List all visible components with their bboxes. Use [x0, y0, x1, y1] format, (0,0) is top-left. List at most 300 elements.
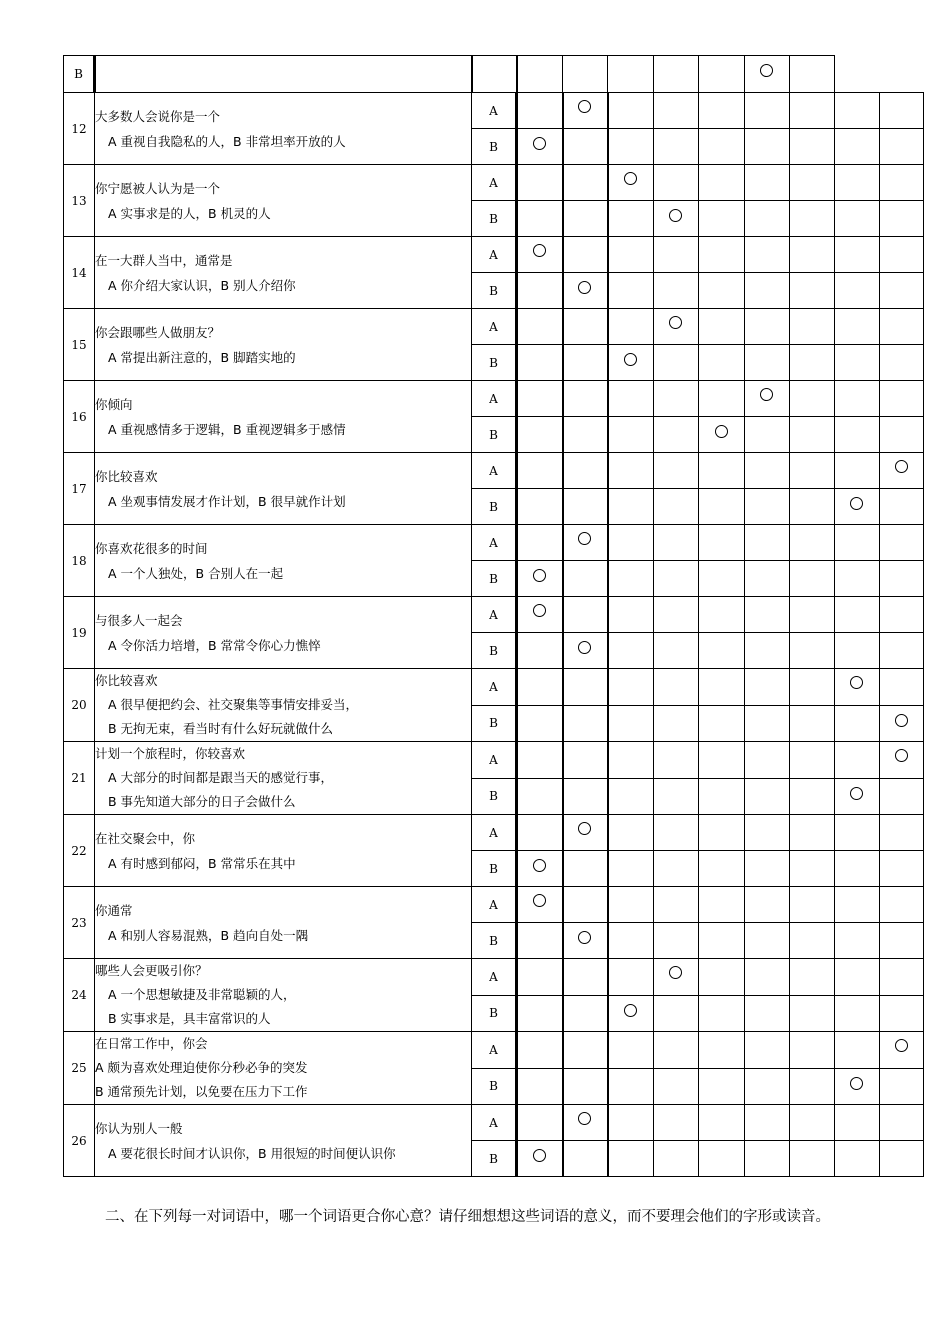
scoring-cell — [835, 93, 880, 129]
scoring-cell — [563, 851, 608, 887]
scoring-cell — [745, 815, 790, 851]
scoring-cell — [835, 778, 880, 815]
scoring-cell — [880, 923, 924, 959]
scoring-cell — [608, 1141, 654, 1177]
option-label-b: B — [472, 633, 517, 669]
scoring-cell — [790, 1032, 835, 1069]
scoring-cell — [517, 56, 563, 93]
question-text — [95, 453, 472, 525]
scoring-cell — [835, 273, 880, 309]
scoring-cell — [608, 273, 654, 309]
scoring-cell — [745, 851, 790, 887]
scoring-cell — [790, 1105, 835, 1141]
scoring-cell — [699, 309, 745, 345]
scoring-cell — [699, 1032, 745, 1069]
scoring-cell — [517, 669, 563, 706]
question-row-a — [64, 669, 924, 706]
scoring-cell — [517, 815, 563, 851]
instruction-paragraph: 二、在下列每一对词语中，哪一个词语更合你心意？请仔细想想这些词语的意义，而不要理会他们的字形或读音。 — [105, 1209, 830, 1225]
question-row-a — [64, 453, 924, 489]
option-label-a: A — [472, 815, 517, 851]
circle-mark — [715, 425, 728, 438]
circle-mark — [624, 353, 637, 366]
scoring-cell — [699, 345, 745, 381]
circle-mark — [533, 859, 546, 872]
scoring-cell — [835, 561, 880, 597]
scoring-cell — [745, 923, 790, 959]
scoring-cell — [699, 165, 745, 201]
question-row-a — [64, 381, 924, 417]
scoring-cell — [608, 56, 654, 93]
circle-mark — [669, 316, 682, 329]
scoring-cell — [563, 237, 608, 273]
answer-options: B 无拘无束，看当时有什么好玩就做什么 — [108, 721, 334, 736]
scoring-cell — [745, 887, 790, 923]
scoring-cell — [563, 995, 608, 1032]
question-prompt: 在一大群人当中，通常是 — [95, 252, 233, 268]
scoring-cell — [608, 778, 654, 815]
scoring-cell — [745, 309, 790, 345]
scoring-cell — [880, 309, 924, 345]
circle-mark — [895, 460, 908, 473]
scoring-cell — [745, 489, 790, 525]
scoring-cell — [699, 1105, 745, 1141]
scoring-cell — [880, 201, 924, 237]
scoring-cell — [608, 887, 654, 923]
scoring-cell — [745, 381, 790, 417]
scoring-cell — [880, 525, 924, 561]
scoring-cell — [745, 597, 790, 633]
scoring-cell — [745, 345, 790, 381]
scoring-cell — [880, 381, 924, 417]
question-text — [95, 1105, 472, 1177]
circle-mark — [850, 676, 863, 689]
scoring-cell — [790, 887, 835, 923]
question-row-a — [64, 525, 924, 561]
scoring-cell — [699, 1141, 745, 1177]
scoring-cell — [608, 309, 654, 345]
scoring-cell — [563, 1141, 608, 1177]
scoring-cell — [745, 669, 790, 706]
scoring-cell — [563, 309, 608, 345]
question-number: 15 — [64, 309, 95, 381]
option-label-b: B — [472, 995, 517, 1032]
scoring-cell — [790, 56, 835, 93]
scoring-cell — [790, 1068, 835, 1105]
scoring-cell — [654, 1032, 699, 1069]
scoring-cell — [654, 923, 699, 959]
scoring-cell — [608, 489, 654, 525]
scoring-cell — [745, 633, 790, 669]
scoring-cell — [563, 1105, 608, 1141]
scoring-cell — [608, 561, 654, 597]
question-number: 13 — [64, 165, 95, 237]
scoring-cell — [517, 93, 563, 129]
question-prompt: 你通常 — [95, 902, 133, 918]
answer-options: A 有时感到郁闷，B 常常乐在其中 — [108, 855, 296, 871]
scoring-cell — [517, 453, 563, 489]
question-row-a — [64, 1105, 924, 1141]
scoring-cell — [517, 923, 563, 959]
answer-options: A 你介绍大家认识，B 别人介绍你 — [108, 277, 296, 293]
scoring-cell — [608, 165, 654, 201]
option-label-a: A — [472, 309, 517, 345]
scoring-cell — [517, 129, 563, 165]
scoring-cell — [790, 489, 835, 525]
option-label-a: A — [472, 1105, 517, 1141]
scoring-cell — [699, 273, 745, 309]
option-label-a: A — [472, 1032, 517, 1069]
option-label-a: A — [472, 165, 517, 201]
scoring-cell — [608, 93, 654, 129]
scoring-cell — [654, 597, 699, 633]
scoring-cell — [654, 489, 699, 525]
question-number: 18 — [64, 525, 95, 597]
scoring-cell — [563, 669, 608, 706]
scoring-cell — [699, 887, 745, 923]
question-number: 22 — [64, 815, 95, 887]
scoring-cell — [790, 633, 835, 669]
question-text — [95, 742, 472, 815]
scoring-cell — [880, 237, 924, 273]
scoring-cell — [790, 778, 835, 815]
scoring-cell — [835, 453, 880, 489]
scoring-cell — [563, 129, 608, 165]
scoring-cell — [699, 705, 745, 742]
scoring-cell — [745, 237, 790, 273]
scoring-cell — [835, 815, 880, 851]
scoring-cell — [654, 1105, 699, 1141]
option-label-b: B — [472, 778, 517, 815]
scoring-cell — [699, 778, 745, 815]
scoring-cell — [654, 959, 699, 996]
question-number: 14 — [64, 237, 95, 309]
question-number: 17 — [64, 453, 95, 525]
scoring-cell — [699, 815, 745, 851]
scoring-cell — [563, 453, 608, 489]
circle-mark — [669, 966, 682, 979]
scoring-cell — [880, 742, 924, 779]
scoring-cell — [880, 129, 924, 165]
scoring-cell — [745, 705, 790, 742]
scoring-cell — [790, 525, 835, 561]
scoring-cell — [790, 742, 835, 779]
option-label-b: B — [472, 129, 517, 165]
option-label-b: B — [472, 417, 517, 453]
answer-options: A 颇为喜欢处理迫使你分秒必争的突发 — [95, 1060, 308, 1075]
scoring-cell — [654, 417, 699, 453]
scoring-cell — [608, 129, 654, 165]
question-number: 12 — [64, 93, 95, 165]
scoring-cell — [835, 633, 880, 669]
scoring-cell — [563, 93, 608, 129]
answer-options: B 实事求是，具丰富常识的人 — [108, 1011, 271, 1026]
scoring-cell — [880, 165, 924, 201]
scoring-cell — [835, 995, 880, 1032]
scoring-cell — [517, 1105, 563, 1141]
questionnaire-table — [63, 55, 924, 1177]
answer-options: A 令你活力培增，B 常常令你心力憔悴 — [108, 637, 321, 653]
scoring-cell — [517, 237, 563, 273]
scoring-cell — [563, 417, 608, 453]
scoring-cell — [608, 453, 654, 489]
scoring-cell — [790, 93, 835, 129]
scoring-cell — [790, 129, 835, 165]
option-label-a: A — [472, 742, 517, 779]
scoring-cell — [608, 1105, 654, 1141]
scoring-cell — [835, 525, 880, 561]
scoring-cell — [654, 851, 699, 887]
scoring-cell — [790, 1141, 835, 1177]
scoring-cell — [517, 417, 563, 453]
scoring-cell — [790, 959, 835, 996]
scoring-cell — [790, 597, 835, 633]
circle-mark — [669, 209, 682, 222]
circle-mark — [578, 281, 591, 294]
option-label-b: B — [472, 1141, 517, 1177]
scoring-cell — [608, 597, 654, 633]
scoring-cell — [517, 381, 563, 417]
scoring-cell — [880, 887, 924, 923]
scoring-cell — [517, 561, 563, 597]
scoring-cell — [608, 815, 654, 851]
question-text — [95, 381, 472, 453]
scoring-cell — [699, 597, 745, 633]
scoring-cell — [745, 1141, 790, 1177]
scoring-cell — [880, 705, 924, 742]
question-prompt: 大多数人会说你是一个 — [95, 108, 221, 124]
section-two-instructions — [63, 1202, 883, 1232]
scoring-cell — [790, 453, 835, 489]
circle-mark — [533, 569, 546, 582]
question-row-a — [64, 597, 924, 633]
scoring-cell — [608, 525, 654, 561]
scoring-cell — [699, 489, 745, 525]
option-label-b: B — [472, 851, 517, 887]
option-label-b: B — [472, 201, 517, 237]
scoring-cell — [563, 923, 608, 959]
scoring-cell — [517, 165, 563, 201]
circle-mark — [578, 931, 591, 944]
circle-mark — [850, 1077, 863, 1090]
question-prompt: 与很多人一起会 — [95, 612, 183, 628]
scoring-cell — [880, 1032, 924, 1069]
scoring-cell — [563, 778, 608, 815]
scoring-cell — [790, 417, 835, 453]
circle-mark — [578, 822, 591, 835]
question-number: 24 — [64, 959, 95, 1032]
scoring-cell — [745, 995, 790, 1032]
scoring-cell — [563, 273, 608, 309]
scoring-cell — [472, 56, 517, 93]
scoring-cell — [699, 453, 745, 489]
scoring-cell — [654, 453, 699, 489]
scoring-cell — [608, 959, 654, 996]
scoring-cell — [880, 93, 924, 129]
answer-options: A 坐观事情发展才作计划，B 很早就作计划 — [108, 493, 346, 509]
scoring-cell — [517, 633, 563, 669]
question-prompt: 你宁愿被人认为是一个 — [95, 180, 221, 196]
scoring-cell — [880, 778, 924, 815]
question-text — [95, 887, 472, 959]
scoring-cell — [654, 56, 699, 93]
scoring-cell — [563, 381, 608, 417]
scoring-cell — [654, 165, 699, 201]
scoring-cell — [654, 129, 699, 165]
question-row-a — [64, 237, 924, 273]
scoring-cell — [835, 1105, 880, 1141]
scoring-cell — [654, 815, 699, 851]
scoring-cell — [699, 129, 745, 165]
answer-options: A 要花很长时间才认识你，B 用很短的时间便认识你 — [108, 1145, 396, 1161]
scoring-cell — [745, 56, 790, 93]
question-row-a — [64, 93, 924, 129]
scoring-cell — [517, 959, 563, 996]
circle-mark — [624, 1004, 637, 1017]
scoring-cell — [654, 381, 699, 417]
scoring-cell — [517, 995, 563, 1032]
scoring-cell — [608, 381, 654, 417]
scoring-cell — [880, 851, 924, 887]
scoring-cell — [517, 525, 563, 561]
question-prompt: 哪些人会更吸引你？ — [95, 963, 208, 978]
option-label-b: B — [472, 489, 517, 525]
circle-mark — [578, 1112, 591, 1125]
scoring-cell — [880, 633, 924, 669]
circle-mark — [760, 388, 773, 401]
scoring-cell — [608, 1068, 654, 1105]
scoring-cell — [835, 742, 880, 779]
question-row-a — [64, 1032, 924, 1069]
option-label-a: A — [472, 597, 517, 633]
answer-options: A 常提出新注意的，B 脚踏实地的 — [108, 349, 296, 365]
scoring-cell — [790, 851, 835, 887]
question-row-a — [64, 309, 924, 345]
scoring-cell — [654, 1068, 699, 1105]
scoring-cell — [517, 851, 563, 887]
scoring-cell — [517, 273, 563, 309]
answer-options: A 一个人独处，B 合别人在一起 — [108, 565, 284, 581]
answer-options: A 重视感情多于逻辑，B 重视逻辑多于感情 — [108, 421, 346, 437]
scoring-cell — [517, 887, 563, 923]
question-number: 26 — [64, 1105, 95, 1177]
scoring-cell — [608, 1032, 654, 1069]
circle-mark — [533, 244, 546, 257]
scoring-cell — [745, 453, 790, 489]
option-label-b: B — [472, 705, 517, 742]
scoring-cell — [517, 1068, 563, 1105]
circle-mark — [578, 641, 591, 654]
scoring-cell — [517, 705, 563, 742]
scoring-cell — [563, 633, 608, 669]
question-text — [95, 1032, 472, 1105]
scoring-cell — [654, 669, 699, 706]
scoring-cell — [790, 815, 835, 851]
scoring-cell — [563, 345, 608, 381]
scoring-cell — [745, 959, 790, 996]
scoring-cell — [608, 417, 654, 453]
scoring-cell — [880, 273, 924, 309]
scoring-cell — [835, 851, 880, 887]
question-row-a — [64, 959, 924, 996]
scoring-cell — [563, 165, 608, 201]
scoring-cell — [835, 165, 880, 201]
scoring-cell — [790, 995, 835, 1032]
scoring-cell — [745, 778, 790, 815]
option-label-a: A — [472, 237, 517, 273]
scoring-cell — [699, 417, 745, 453]
circle-mark — [850, 787, 863, 800]
circle-mark — [760, 64, 773, 77]
scoring-cell — [563, 561, 608, 597]
question-text — [95, 597, 472, 669]
answer-options: B 通常预先计划，以免要在压力下工作 — [95, 1084, 308, 1099]
scoring-cell — [563, 597, 608, 633]
scoring-cell — [699, 669, 745, 706]
scoring-cell — [563, 887, 608, 923]
option-label-b: B — [472, 273, 517, 309]
scoring-cell — [699, 923, 745, 959]
circle-mark — [533, 604, 546, 617]
scoring-cell — [608, 345, 654, 381]
scoring-cell — [835, 959, 880, 996]
scoring-cell — [790, 923, 835, 959]
question-row-a — [64, 815, 924, 851]
scoring-cell — [880, 489, 924, 525]
scoring-cell — [880, 345, 924, 381]
scoring-cell — [699, 742, 745, 779]
circle-mark — [850, 497, 863, 510]
scoring-cell — [517, 597, 563, 633]
question-text — [95, 815, 472, 887]
scoring-cell — [835, 923, 880, 959]
scoring-cell — [745, 273, 790, 309]
question-text — [95, 959, 472, 1032]
scoring-cell — [835, 129, 880, 165]
scoring-cell — [880, 1141, 924, 1177]
scoring-cell — [608, 995, 654, 1032]
scoring-cell — [654, 561, 699, 597]
scoring-cell — [608, 705, 654, 742]
question-row-a — [64, 742, 924, 779]
scoring-cell — [654, 309, 699, 345]
scoring-cell — [608, 237, 654, 273]
scoring-cell — [563, 56, 608, 93]
scoring-cell — [790, 165, 835, 201]
question-prompt: 你倾向 — [95, 396, 133, 412]
answer-options: A 和别人容易混熟，B 趋向自处一隅 — [108, 927, 309, 943]
scoring-cell — [835, 345, 880, 381]
scoring-cell — [835, 309, 880, 345]
scoring-cell — [835, 669, 880, 706]
question-text — [95, 93, 472, 165]
scoring-cell — [790, 201, 835, 237]
answer-options: A 很早便把约会、社交聚集等事情安排妥当， — [108, 697, 359, 712]
scoring-cell — [517, 742, 563, 779]
scoring-cell — [654, 273, 699, 309]
scoring-cell — [790, 309, 835, 345]
circle-mark — [578, 100, 591, 113]
scoring-cell — [563, 201, 608, 237]
scoring-cell — [745, 742, 790, 779]
question-number: 19 — [64, 597, 95, 669]
scoring-cell — [654, 345, 699, 381]
scoring-cell — [790, 273, 835, 309]
option-label-a: A — [472, 669, 517, 706]
question-text — [95, 237, 472, 309]
scoring-cell — [654, 93, 699, 129]
question-prompt: 你认为别人一般 — [95, 1120, 183, 1136]
